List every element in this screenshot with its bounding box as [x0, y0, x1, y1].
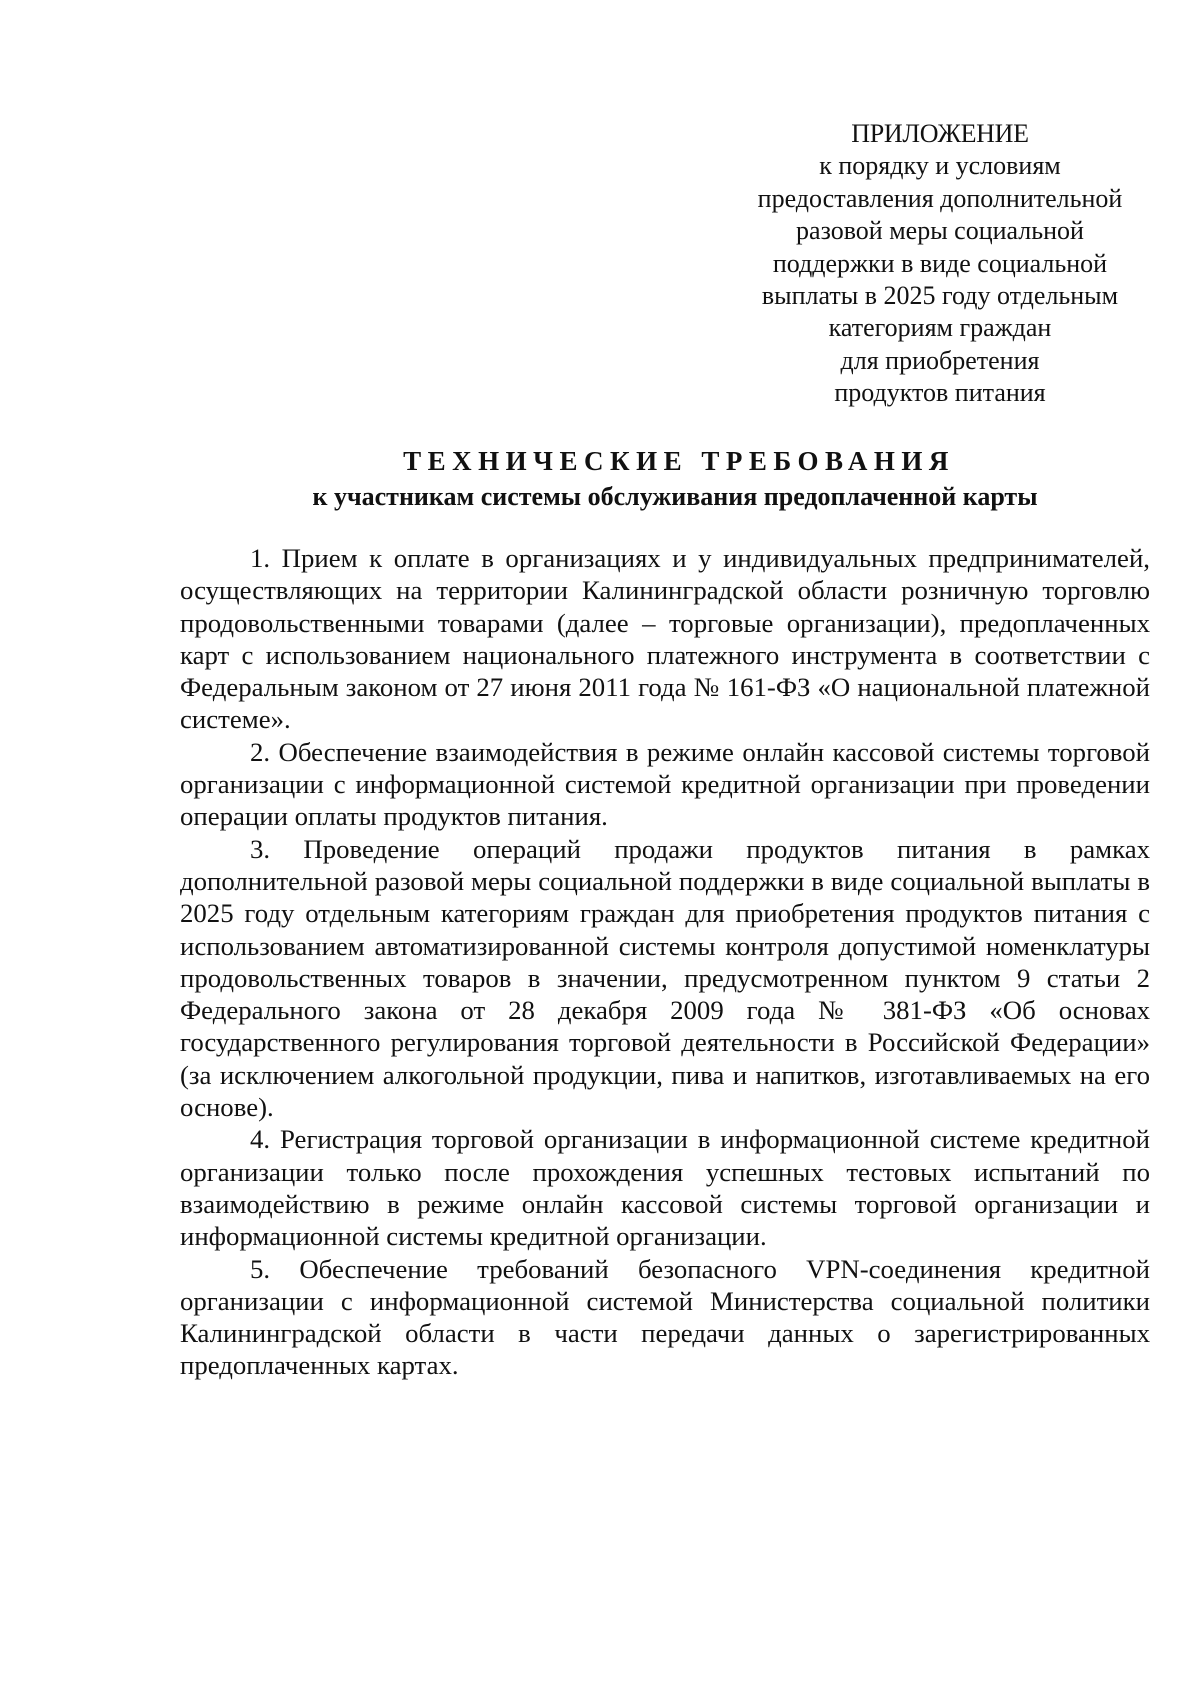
requirement-item: 4. Регистрация торговой организации в информационной системе кредитной организации только после прохождения успешных тестовых испытаний по взаимодействию в режиме онлайн кассовой системы торговой организации и информационной системы кредитной организации. [180, 1124, 1150, 1252]
appendix-line: к порядку и условиям [819, 151, 1061, 181]
requirement-item: 5. Обеспечение требований безопасного VPN-соединения кредитной организации с информационной системой Министерства социальной политики Калининградской области в части передачи данных о зарегистрированных предоплаченных картах. [180, 1253, 1150, 1381]
appendix-line: для приобретения [840, 345, 1040, 375]
requirement-item: 1. Прием к оплате в организациях и у индивидуальных предпринимателей, осуществляющих на территории Калининградской области розничную торговлю продовольственными товарами (далее – торговые организации), предоплаченных карт с использованием национального платежного инструмента в соответствии с Федеральным законом от 27 июня 2011 года № 161-ФЗ «О национальной платежной системе». [180, 543, 1150, 735]
appendix-title: ПРИЛОЖЕНИЕ [851, 119, 1029, 148]
requirements-list [180, 542, 1150, 1382]
appendix-block [740, 118, 1140, 410]
requirement-item: 3. Проведение операций продажи продуктов питания в рамках дополнительной разовой меры социальной поддержки в виде социальной выплаты в 2025 году отдельным категориям граждан для приобретения продуктов питания с использованием автоматизированной системы контроля допустимой номенклатуры продовольственных товаров в значении, предусмотренном пунктом 9 статьи 2 Федерального закона от 28 декабря 2009 года № 381-ФЗ «Об основах государственного регулирования торговой деятельности в Российской Федерации» (за исключением алкогольной продукции, пива и напитков, изготавливаемых на его основе). [180, 833, 1150, 1123]
appendix-line: продуктов питания [834, 378, 1046, 408]
requirement-item: 2. Обеспечение взаимодействия в режиме онлайн кассовой системы торговой организации с информационной системой кредитной организации при проведении операции оплаты продуктов питания. [180, 736, 1150, 832]
document-heading [180, 444, 1170, 514]
appendix-line: разовой меры социальной [796, 216, 1084, 246]
document-title: ТЕХНИЧЕСКИЕ ТРЕБОВАНИЯ [403, 446, 955, 476]
appendix-line: выплаты в 2025 году отдельным [761, 281, 1119, 311]
appendix-line: поддержки в виде социальной [772, 248, 1108, 278]
document-subtitle: к участникам системы обслуживания предоплаченной карты [312, 482, 1038, 511]
appendix-line: категориям граждан [828, 313, 1052, 343]
appendix-line: предоставления дополнительной [757, 183, 1123, 213]
